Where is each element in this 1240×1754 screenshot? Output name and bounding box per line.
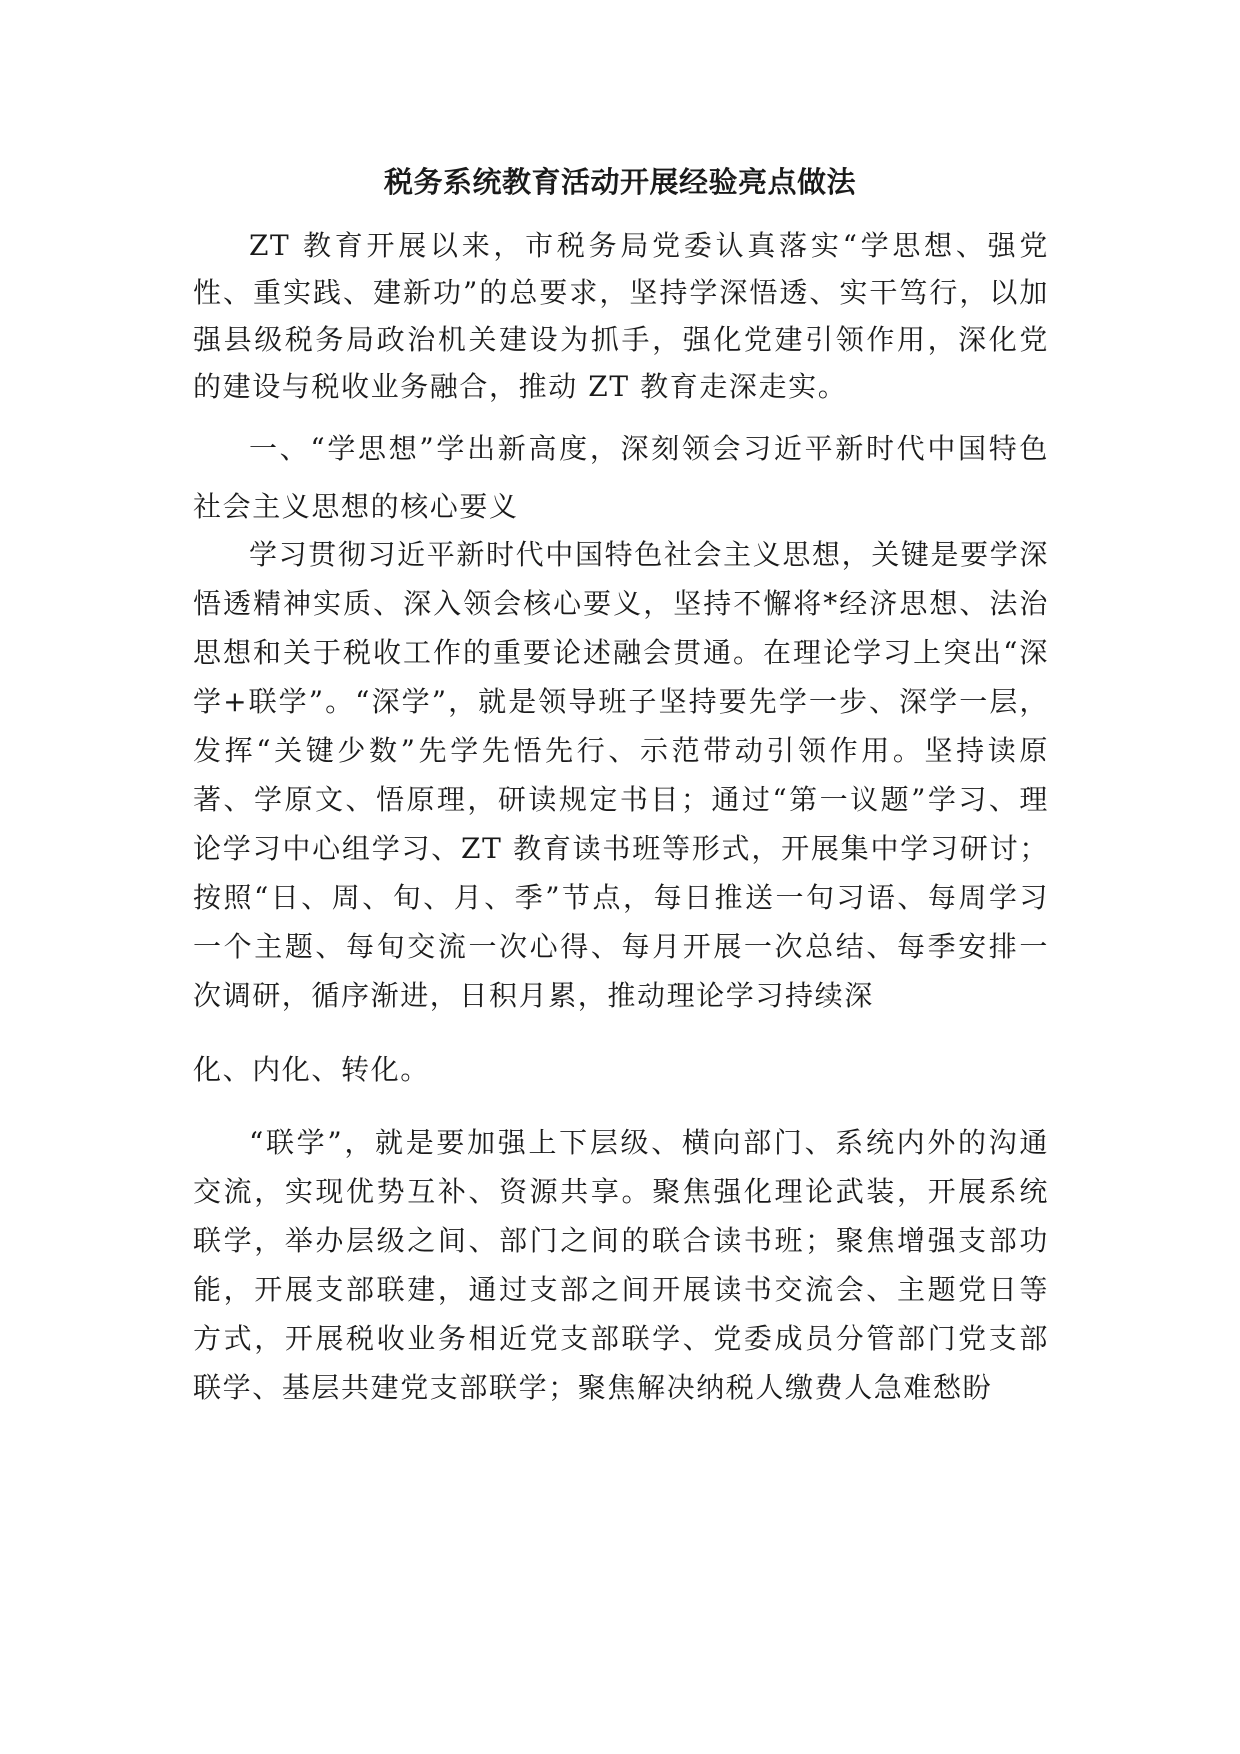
document-title: 税务系统教育活动开展经验亮点做法 <box>383 165 856 199</box>
study-paragraph: 学习贯彻习近平新时代中国特色社会主义思想，关键是要学深悟透精神实质、深入领会核心要义，坚持不懈将*经济思想、法治思想和关于税收工作的重要论述融会贯通。在理论学习上突出“深学+联学”。“深学”，就是领导班子坚持要先学一步、深学一层，发挥“关键少数”先学先悟先行、示范带动引领作用。坚持读原著、学原文、悟原理，研读规定书目；通过“第一议题”学习、理论学习中心组学习、ZT 教育读书班等形式，开展集中学习研讨；按照“日、周、旬、月、季”节点，每日推送一句习语、每周学习一个主题、每旬交流一次心得、每月开展一次总结、每季安排一次调研，循序渐进，日积月累，推动理论学习持续深 <box>193 538 1049 1012</box>
section-heading-1: 一、“学思想”学出新高度，深刻领会习近平新时代中国特色社会主义思想的核心要义 <box>193 432 1049 523</box>
study-paragraph-tail: 化、内化、转化。 <box>193 1053 430 1086</box>
joint-study-paragraph: “联学”，就是要加强上下层级、横向部门、系统内外的沟通交流，实现优势互补、资源共享。聚焦强化理论武装，开展系统联学，举办层级之间、部门之间的联合读书班；聚焦增强支部功能，开展支部联建，通过支部之间开展读书交流会、主题党日等方式，开展税收业务相近党支部联学、党委成员分管部门党支部联学、基层共建党支部联学；聚焦解决纳税人缴费人急难愁盼 <box>193 1126 1049 1404</box>
intro-paragraph: ZT 教育开展以来，市税务局党委认真落实“学思想、强党性、重实践、建新功”的总要求，坚持学深悟透、实干笃行，以加强县级税务局政治机关建设为抓手，强化党建引领作用，深化党的建设与税收业务融合，推动 ZT 教育走深走实。 <box>193 229 1049 403</box>
